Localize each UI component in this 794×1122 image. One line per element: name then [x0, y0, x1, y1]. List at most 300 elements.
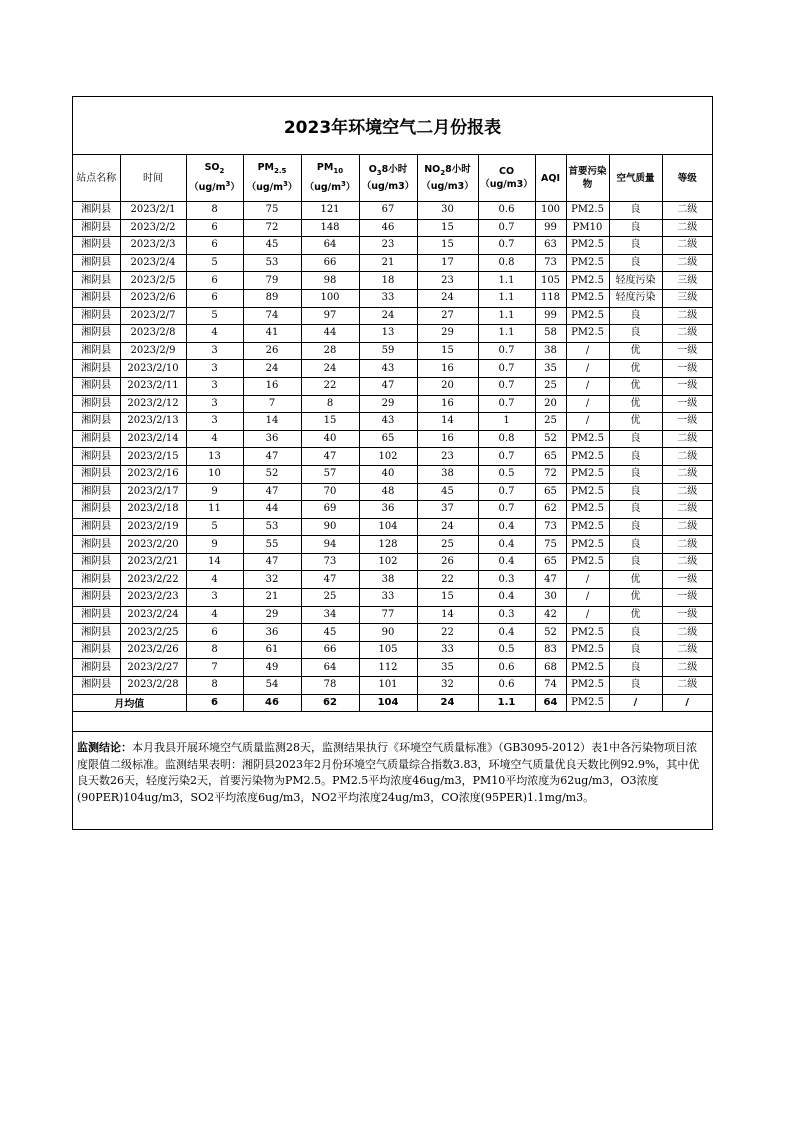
header-so2-main: SO [204, 162, 220, 174]
table-cell: 良 [609, 237, 662, 255]
table-cell: 0.8 [478, 430, 535, 448]
table-cell: 优 [609, 360, 662, 378]
table-cell: 102 [359, 448, 417, 466]
table-cell: 15 [417, 589, 478, 607]
table-cell: 16 [417, 430, 478, 448]
table-cell: PM2.5 [566, 448, 609, 466]
table-cell: 33 [359, 289, 417, 307]
table-cell: 16 [243, 377, 301, 395]
average-cell: 62 [301, 694, 359, 712]
table-cell: 68 [535, 659, 566, 677]
table-cell: 2023/2/6 [120, 289, 186, 307]
table-cell: / [566, 413, 609, 431]
header-o3-rest: 8小时 [381, 164, 408, 176]
table-cell: 2023/2/17 [120, 483, 186, 501]
table-cell: 22 [417, 571, 478, 589]
table-cell: 14 [417, 413, 478, 431]
table-cell: 湘阴县 [73, 430, 120, 448]
table-cell: 一级 [662, 377, 712, 395]
table-cell: 0.4 [478, 536, 535, 554]
table-cell: 29 [359, 395, 417, 413]
table-row [73, 483, 712, 501]
table-cell: 0.6 [478, 659, 535, 677]
table-cell: 53 [243, 518, 301, 536]
table-row [73, 553, 712, 571]
table-cell: 4 [186, 430, 243, 448]
table-cell: 52 [535, 624, 566, 642]
table-cell: 优 [609, 413, 662, 431]
table-row [73, 624, 712, 642]
header-o3-unit: （ug/m3） [361, 180, 415, 192]
table-cell: 1.1 [478, 307, 535, 325]
table-cell: 25 [535, 413, 566, 431]
table-cell: 24 [359, 307, 417, 325]
report-title: 2023年环境空气二月份报表 [73, 97, 712, 155]
average-row [73, 694, 712, 712]
table-row [73, 377, 712, 395]
table-cell: 湘阴县 [73, 342, 120, 360]
table-cell: 2023/2/11 [120, 377, 186, 395]
table-cell: 9 [186, 536, 243, 554]
table-cell: 38 [417, 465, 478, 483]
table-cell: 良 [609, 202, 662, 220]
table-cell: 89 [243, 289, 301, 307]
table-cell: PM2.5 [566, 659, 609, 677]
table-cell: 良 [609, 325, 662, 343]
header-pm25-sub: 2.5 [274, 167, 287, 176]
table-cell: 72 [243, 219, 301, 237]
table-cell: 48 [359, 483, 417, 501]
table-cell: 8 [186, 202, 243, 220]
table-cell: PM2.5 [566, 677, 609, 695]
table-cell: 6 [186, 237, 243, 255]
table-cell: 2023/2/2 [120, 219, 186, 237]
table-cell: 3 [186, 342, 243, 360]
header-pm25-unit-close: ） [287, 182, 298, 194]
table-cell: PM2.5 [566, 325, 609, 343]
table-cell: 38 [535, 342, 566, 360]
table-cell: 42 [535, 606, 566, 624]
table-cell: 良 [609, 219, 662, 237]
table-cell: 二级 [662, 536, 712, 554]
table-cell: 2023/2/28 [120, 677, 186, 695]
table-cell: 40 [301, 430, 359, 448]
table-cell: 29 [243, 606, 301, 624]
table-cell: 2023/2/24 [120, 606, 186, 624]
table-cell: 67 [359, 202, 417, 220]
table-cell: 二级 [662, 501, 712, 519]
table-cell: 3 [186, 377, 243, 395]
table-cell: 52 [535, 430, 566, 448]
table-cell: 70 [301, 483, 359, 501]
table-cell: 38 [359, 571, 417, 589]
table-cell: 36 [243, 624, 301, 642]
table-cell: 30 [535, 589, 566, 607]
table-row [73, 641, 712, 659]
table-cell: 72 [535, 465, 566, 483]
header-o3 [359, 155, 417, 202]
table-cell: 良 [609, 465, 662, 483]
table-cell: 2023/2/5 [120, 272, 186, 290]
report-table [73, 155, 712, 712]
table-cell: 0.7 [478, 219, 535, 237]
table-cell: 15 [417, 219, 478, 237]
table-cell: 二级 [662, 518, 712, 536]
table-cell: 8 [186, 641, 243, 659]
table-cell: / [566, 395, 609, 413]
table-cell: 90 [359, 624, 417, 642]
header-no2 [417, 155, 478, 202]
table-cell: 66 [301, 254, 359, 272]
header-no2-rest: 8小时 [445, 164, 471, 176]
table-cell: 65 [359, 430, 417, 448]
table-cell: 2023/2/21 [120, 553, 186, 571]
table-cell: 二级 [662, 219, 712, 237]
table-cell: 44 [301, 325, 359, 343]
table-row [73, 307, 712, 325]
table-cell: 湘阴县 [73, 518, 120, 536]
header-pm10 [301, 155, 359, 202]
header-o3-sub: 3 [376, 168, 382, 177]
table-cell: 湘阴县 [73, 659, 120, 677]
table-row [73, 430, 712, 448]
table-row [73, 272, 712, 290]
table-cell: 二级 [662, 430, 712, 448]
table-cell: 66 [301, 641, 359, 659]
table-cell: 良 [609, 254, 662, 272]
table-cell: PM2.5 [566, 641, 609, 659]
table-cell: 湘阴县 [73, 448, 120, 466]
table-cell: 湘阴县 [73, 395, 120, 413]
table-cell: 64 [301, 237, 359, 255]
table-cell: 63 [535, 237, 566, 255]
table-cell: 24 [243, 360, 301, 378]
table-cell: 45 [301, 624, 359, 642]
table-cell: / [566, 342, 609, 360]
table-cell: 64 [301, 659, 359, 677]
table-cell: 二级 [662, 202, 712, 220]
table-cell: 优 [609, 606, 662, 624]
table-cell: 32 [243, 571, 301, 589]
table-cell: 47 [301, 571, 359, 589]
table-cell: 0.7 [478, 237, 535, 255]
table-cell: 105 [535, 272, 566, 290]
table-cell: 73 [301, 553, 359, 571]
table-cell: PM2.5 [566, 518, 609, 536]
table-cell: 一级 [662, 606, 712, 624]
table-cell: 2023/2/14 [120, 430, 186, 448]
table-cell: 三级 [662, 272, 712, 290]
header-pm25-unit-sup: 3 [283, 180, 288, 189]
table-cell: PM2.5 [566, 465, 609, 483]
table-cell: 32 [417, 677, 478, 695]
table-cell: 湘阴县 [73, 413, 120, 431]
table-cell: 16 [417, 360, 478, 378]
table-cell: 湘阴县 [73, 624, 120, 642]
table-cell: 良 [609, 448, 662, 466]
average-cell: / [609, 694, 662, 712]
table-cell: 73 [535, 254, 566, 272]
header-grade: 等级 [662, 155, 712, 202]
table-row [73, 465, 712, 483]
table-row [73, 219, 712, 237]
table-cell: 2023/2/4 [120, 254, 186, 272]
table-cell: 4 [186, 325, 243, 343]
table-cell: 4 [186, 571, 243, 589]
header-pm10-unit-sup: 3 [341, 180, 346, 189]
table-cell: 98 [301, 272, 359, 290]
table-cell: 23 [359, 237, 417, 255]
table-cell: 优 [609, 377, 662, 395]
table-cell: 优 [609, 589, 662, 607]
table-cell: 二级 [662, 237, 712, 255]
table-cell: 湘阴县 [73, 219, 120, 237]
table-cell: 37 [417, 501, 478, 519]
table-cell: 24 [301, 360, 359, 378]
table-cell: 一级 [662, 342, 712, 360]
table-cell: 22 [301, 377, 359, 395]
header-row [73, 155, 712, 202]
table-cell: 94 [301, 536, 359, 554]
table-cell: 良 [609, 677, 662, 695]
table-cell: 良 [609, 659, 662, 677]
table-cell: 148 [301, 219, 359, 237]
table-cell: 14 [186, 553, 243, 571]
table-cell: 20 [535, 395, 566, 413]
table-cell: 3 [186, 395, 243, 413]
table-row [73, 501, 712, 519]
header-so2-sub: 2 [219, 167, 225, 176]
table-cell: 6 [186, 289, 243, 307]
table-cell: 0.7 [478, 360, 535, 378]
table-cell: 湘阴县 [73, 553, 120, 571]
table-cell: PM2.5 [566, 272, 609, 290]
header-pm25-unit: （ug/m [246, 182, 284, 194]
header-co-unit: （ug/m3） [480, 179, 533, 190]
table-cell: 26 [243, 342, 301, 360]
table-cell: / [566, 360, 609, 378]
table-cell: 1.1 [478, 272, 535, 290]
conclusion-label: 监测结论： [77, 741, 132, 754]
average-cell: 64 [535, 694, 566, 712]
table-cell: 二级 [662, 254, 712, 272]
table-cell: 一级 [662, 589, 712, 607]
table-cell: 3 [186, 589, 243, 607]
table-cell: 优 [609, 395, 662, 413]
average-cell: / [662, 694, 712, 712]
table-cell: 14 [417, 606, 478, 624]
table-row [73, 254, 712, 272]
table-cell: 二级 [662, 448, 712, 466]
table-cell: 61 [243, 641, 301, 659]
table-cell: 75 [535, 536, 566, 554]
table-cell: 2023/2/8 [120, 325, 186, 343]
table-cell: 0.7 [478, 342, 535, 360]
table-cell: 23 [417, 272, 478, 290]
table-cell: 58 [535, 325, 566, 343]
table-cell: 湘阴县 [73, 272, 120, 290]
table-cell: 0.6 [478, 677, 535, 695]
table-cell: 8 [301, 395, 359, 413]
table-cell: PM2.5 [566, 289, 609, 307]
table-cell: 1.1 [478, 289, 535, 307]
table-row [73, 289, 712, 307]
table-cell: 4 [186, 606, 243, 624]
average-cell: 104 [359, 694, 417, 712]
table-cell: PM2.5 [566, 307, 609, 325]
table-cell: 0.3 [478, 571, 535, 589]
table-cell: 0.7 [478, 395, 535, 413]
table-cell: 121 [301, 202, 359, 220]
table-cell: PM2.5 [566, 202, 609, 220]
table-cell: 5 [186, 307, 243, 325]
table-cell: 36 [359, 501, 417, 519]
table-cell: 47 [535, 571, 566, 589]
table-cell: 轻度污染 [609, 289, 662, 307]
table-row [73, 325, 712, 343]
table-cell: 15 [417, 237, 478, 255]
table-cell: 100 [535, 202, 566, 220]
table-cell: 湘阴县 [73, 501, 120, 519]
table-cell: 湘阴县 [73, 325, 120, 343]
table-cell: 57 [301, 465, 359, 483]
table-cell: 二级 [662, 641, 712, 659]
table-cell: 104 [359, 518, 417, 536]
header-so2 [186, 155, 243, 202]
table-cell: 二级 [662, 307, 712, 325]
table-cell: 100 [301, 289, 359, 307]
table-cell: 二级 [662, 325, 712, 343]
table-cell: 2023/2/10 [120, 360, 186, 378]
table-cell: / [566, 571, 609, 589]
table-cell: 33 [417, 641, 478, 659]
header-pm10-unit: （ug/m [304, 182, 342, 194]
table-cell: 6 [186, 272, 243, 290]
table-cell: PM2.5 [566, 501, 609, 519]
table-cell: 湘阴县 [73, 677, 120, 695]
table-cell: 43 [359, 360, 417, 378]
table-cell: 112 [359, 659, 417, 677]
table-cell: / [566, 606, 609, 624]
table-cell: / [566, 589, 609, 607]
table-cell: 良 [609, 307, 662, 325]
table-cell: 35 [535, 360, 566, 378]
table-row [73, 395, 712, 413]
header-co [478, 155, 535, 202]
table-cell: 优 [609, 571, 662, 589]
table-cell: 15 [417, 342, 478, 360]
table-cell: PM10 [566, 219, 609, 237]
table-cell: 40 [359, 465, 417, 483]
table-row [73, 571, 712, 589]
table-row [73, 659, 712, 677]
table-cell: 74 [243, 307, 301, 325]
table-cell: PM2.5 [566, 430, 609, 448]
table-cell: 良 [609, 518, 662, 536]
table-cell: 良 [609, 641, 662, 659]
table-cell: 6 [186, 219, 243, 237]
table-cell: 湘阴县 [73, 307, 120, 325]
header-pm10-unit-close: ） [345, 182, 356, 194]
table-cell: 0.4 [478, 518, 535, 536]
table-cell: 45 [243, 237, 301, 255]
table-cell: 2023/2/7 [120, 307, 186, 325]
table-cell: 良 [609, 430, 662, 448]
table-cell: 1 [478, 413, 535, 431]
data-rows [73, 202, 712, 695]
table-cell: 55 [243, 536, 301, 554]
table-cell: 99 [535, 219, 566, 237]
table-cell: 2023/2/13 [120, 413, 186, 431]
table-cell: 2023/2/3 [120, 237, 186, 255]
table-row [73, 448, 712, 466]
table-cell: 118 [535, 289, 566, 307]
table-cell: 一级 [662, 395, 712, 413]
header-primary-pollutant: 首要污染物 [566, 155, 609, 202]
table-cell: 二级 [662, 553, 712, 571]
table-cell: 33 [359, 589, 417, 607]
table-cell: 二级 [662, 483, 712, 501]
table-cell: 良 [609, 624, 662, 642]
table-cell: 0.4 [478, 624, 535, 642]
table-cell: 13 [186, 448, 243, 466]
table-cell: 47 [243, 553, 301, 571]
table-cell: 11 [186, 501, 243, 519]
table-cell: 69 [301, 501, 359, 519]
table-cell: 优 [609, 342, 662, 360]
table-cell: 2023/2/19 [120, 518, 186, 536]
table-cell: 23 [417, 448, 478, 466]
table-cell: 53 [243, 254, 301, 272]
header-so2-unit-sup: 3 [225, 180, 231, 189]
table-cell: 良 [609, 501, 662, 519]
table-cell: 43 [359, 413, 417, 431]
table-cell: 二级 [662, 677, 712, 695]
table-cell: 28 [301, 342, 359, 360]
table-cell: 湘阴县 [73, 377, 120, 395]
average-label: 月均值 [73, 694, 186, 712]
header-o3-main: O [368, 164, 377, 176]
table-cell: 0.7 [478, 448, 535, 466]
average-cell: PM2.5 [566, 694, 609, 712]
header-pm25-main: PM [257, 162, 274, 174]
table-cell: PM2.5 [566, 237, 609, 255]
table-cell: 湘阴县 [73, 606, 120, 624]
table-cell: 77 [359, 606, 417, 624]
table-cell: 36 [243, 430, 301, 448]
header-station: 站点名称 [73, 155, 120, 202]
table-cell: 8 [186, 677, 243, 695]
header-pm10-sub: 10 [333, 167, 344, 176]
table-cell: 9 [186, 483, 243, 501]
table-cell: 13 [359, 325, 417, 343]
header-aqi: AQI [535, 155, 566, 202]
header-pm25 [243, 155, 301, 202]
table-cell: 二级 [662, 659, 712, 677]
table-cell: 16 [417, 395, 478, 413]
table-cell: 5 [186, 518, 243, 536]
table-cell: 二级 [662, 624, 712, 642]
average-cell: 46 [243, 694, 301, 712]
header-so2-unit-close: ） [230, 182, 240, 194]
table-cell: 90 [301, 518, 359, 536]
table-cell: 0.8 [478, 254, 535, 272]
table-cell: 0.5 [478, 465, 535, 483]
table-cell: 湘阴县 [73, 641, 120, 659]
table-cell: 良 [609, 536, 662, 554]
table-cell: 湘阴县 [73, 254, 120, 272]
table-cell: 22 [417, 624, 478, 642]
